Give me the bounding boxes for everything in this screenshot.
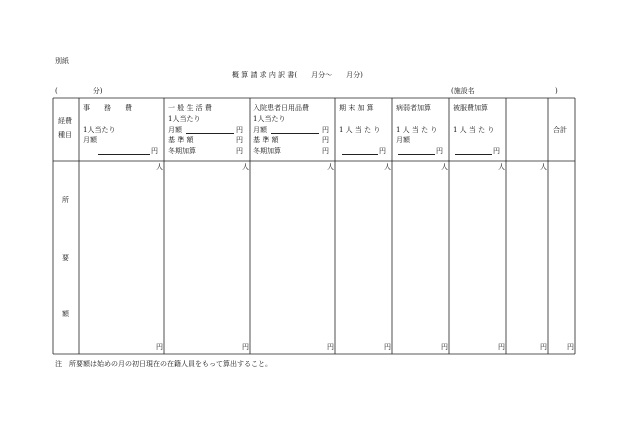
body-row-label-3: 額 — [62, 310, 69, 318]
column-total-label: 合計 — [553, 126, 567, 134]
cell-kimatsu-persons-unit: 人 — [384, 163, 391, 171]
column-hifuku-label: 被服費加算 — [453, 104, 488, 112]
column-ippan-yen-3: 円 — [236, 147, 243, 155]
column-nyuin-amount-line — [271, 125, 319, 134]
body-row-label-1: 所 — [62, 196, 69, 204]
column-kimatsu-per-person: 1 人 当 た り — [339, 126, 381, 134]
cell-byojaku-yen-unit: 円 — [441, 343, 448, 351]
cell-jimuhi-persons-unit: 人 — [156, 163, 163, 171]
cell-kimatsu-yen-unit: 円 — [384, 343, 391, 351]
cell-ippan-persons-unit: 人 — [242, 163, 249, 171]
cell-byojaku-persons-unit: 人 — [441, 163, 448, 171]
column-ippan-label: 一 般 生 活 費 — [168, 104, 212, 112]
column-nyuin-label: 入院患者日用品費 — [253, 104, 309, 112]
column-ippan-yen-1: 円 — [236, 126, 243, 134]
column-nyuin-monthly: 月額 — [253, 126, 267, 134]
column-kimatsu-label: 期 末 加 算 — [339, 104, 374, 112]
column-nyuin-kijun: 基 準 額 — [253, 136, 279, 144]
footnote: 注 所要額は始めの月の初日現在の在籍人員をもって算出すること。 — [55, 360, 272, 368]
column-jimuhi-per-person: 1人当たり — [83, 126, 116, 134]
cell-ippan-yen-unit: 円 — [242, 343, 249, 351]
row-header-line1: 経費 — [58, 117, 72, 125]
column-ippan-amount-line — [186, 125, 234, 134]
column-byojaku-label: 病弱者加算 — [396, 104, 431, 112]
attachment-label: 別紙 — [55, 57, 69, 65]
column-hifuku-yen: 円 — [493, 147, 500, 155]
column-ippan-monthly: 月額 — [168, 126, 182, 134]
cell-nyuin-yen-unit: 円 — [327, 343, 334, 351]
document-title: 概 算 請 求 内 訳 書( 月分～ 月分) — [232, 71, 363, 79]
body-row-label-2: 要 — [62, 254, 69, 262]
cell-blank-yen-unit: 円 — [540, 343, 547, 351]
cell-hifuku-yen-unit: 円 — [498, 343, 505, 351]
cell-total-yen-unit: 円 — [567, 343, 574, 351]
column-nyuin-yen-2: 円 — [322, 136, 329, 144]
cell-blank-persons-unit: 人 — [540, 163, 547, 171]
column-nyuin-touki: 冬期加算 — [253, 147, 281, 155]
column-hifuku-amount-line — [455, 146, 492, 155]
column-nyuin-yen-3: 円 — [322, 147, 329, 155]
column-ippan-touki: 冬期加算 — [168, 147, 196, 155]
column-byojaku-per-person: 1 人 当 た り — [396, 126, 438, 134]
column-ippan-per-person: 1人当たり — [168, 115, 201, 123]
column-kimatsu-yen: 円 — [379, 147, 386, 155]
cell-jimuhi-yen-unit: 円 — [156, 343, 163, 351]
column-ippan-kijun: 基 準 額 — [168, 136, 194, 144]
column-jimuhi-yen: 円 — [151, 147, 158, 155]
facility-close-paren: ) — [555, 87, 558, 95]
column-byojaku-amount-line — [398, 146, 435, 155]
facility-name-label: (施設名 — [451, 87, 475, 95]
column-nyuin-yen-1: 円 — [322, 126, 329, 134]
column-nyuin-per-person: 1人当たり — [253, 115, 286, 123]
column-jimuhi-label: 事 務 費 — [83, 104, 132, 112]
cell-nyuin-persons-unit: 人 — [327, 163, 334, 171]
column-hifuku-per-person: 1 人 当 た り — [453, 126, 495, 134]
subheader-left: ( 分) — [55, 87, 103, 95]
column-byojaku-monthly: 月額 — [396, 136, 410, 144]
row-header-line2: 種目 — [58, 131, 72, 139]
cell-hifuku-persons-unit: 人 — [498, 163, 505, 171]
column-jimuhi-amount-line — [98, 146, 150, 155]
column-byojaku-yen: 円 — [436, 147, 443, 155]
column-kimatsu-amount-line — [342, 146, 378, 155]
column-ippan-yen-2: 円 — [236, 136, 243, 144]
column-jimuhi-monthly: 月額 — [83, 136, 97, 144]
